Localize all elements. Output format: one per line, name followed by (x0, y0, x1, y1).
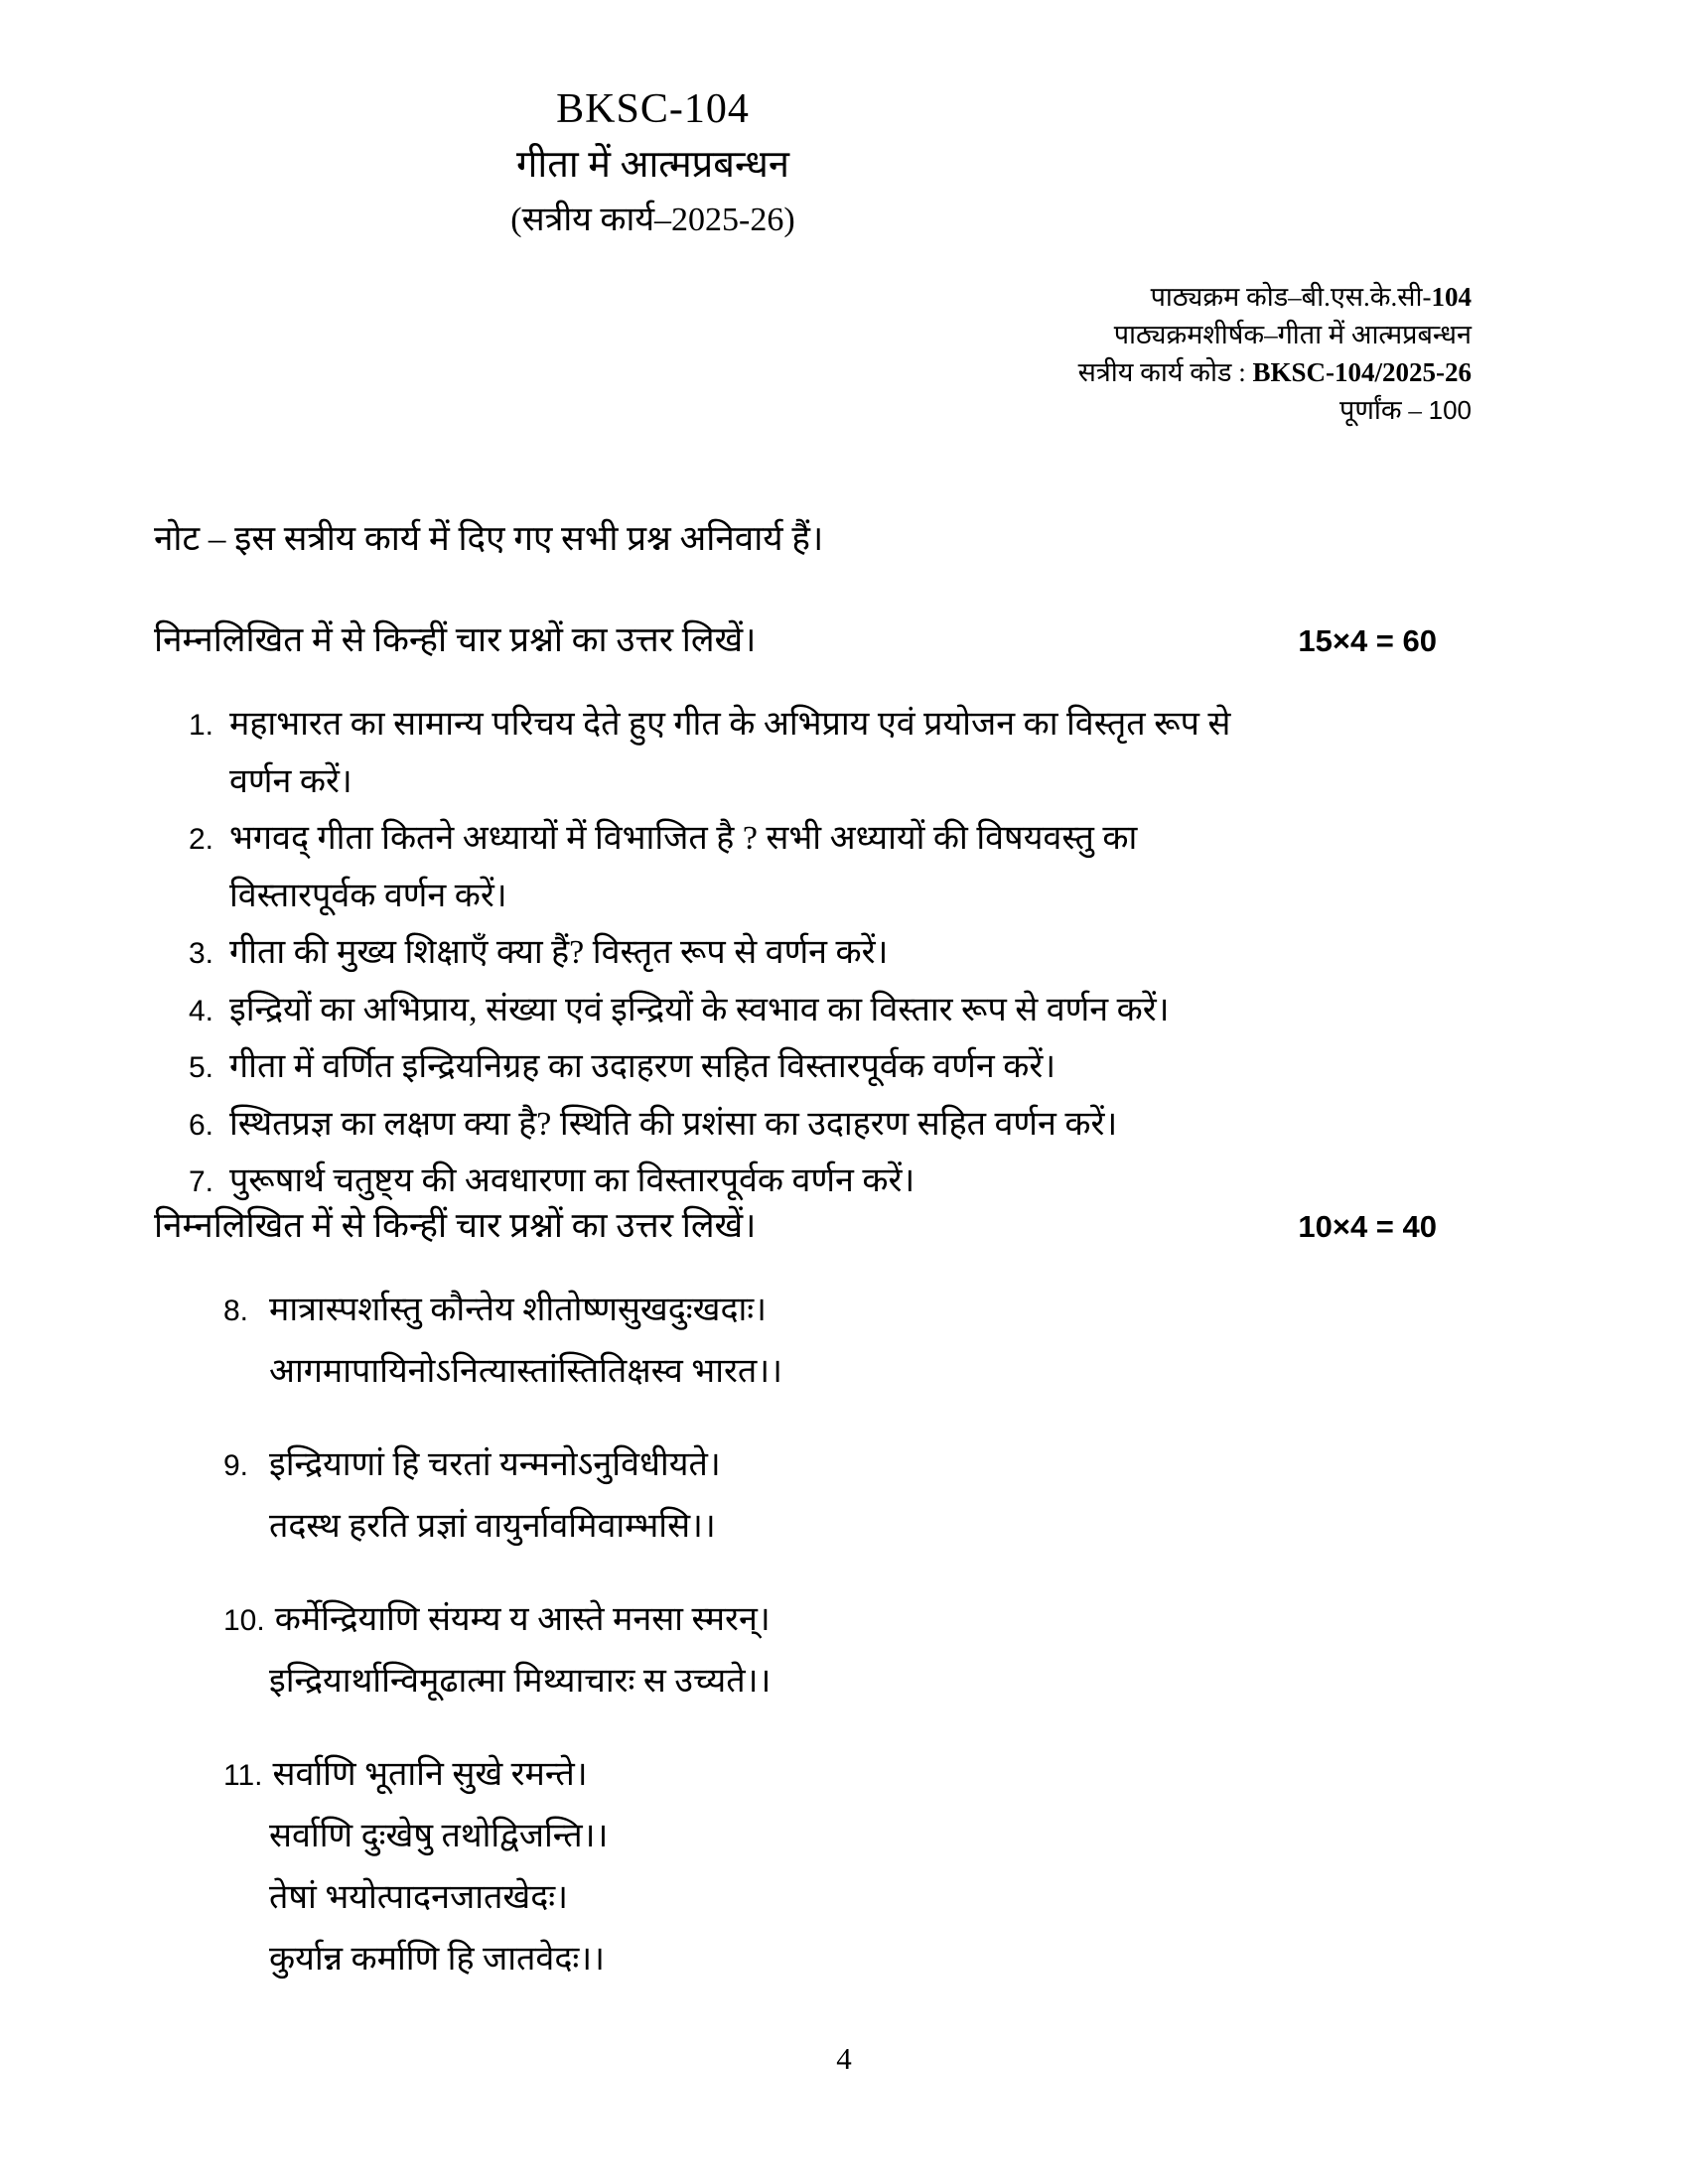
shloka-text: तदस्थ हरति प्रज्ञां वायुर्नावमिवाम्भसि।। (269, 1508, 716, 1545)
course-info-line-max-marks (1078, 391, 1472, 429)
shloka-text: सर्वाणि भूतानि सुखे रमन्ते। (272, 1756, 588, 1793)
shloka-line (269, 1811, 782, 1872)
section-1-instruction: निम्नलिखित में से किन्हीं चार प्रश्नों का उत्तर लिखें। (154, 620, 757, 659)
page-number: 4 (836, 2041, 852, 2076)
session-code-label: सत्रीय कार्य कोड : (1077, 357, 1253, 387)
title-block (0, 85, 1306, 240)
section-1-marks: 15×4 = 60 (1298, 623, 1437, 658)
question-text: विस्तारपूर्वक वर्णन करें। (229, 877, 507, 914)
shloka-line (223, 1749, 782, 1811)
question-number: 7. (188, 1165, 213, 1198)
question-text: गीता में वर्णित इन्द्रियनिग्रह का उदाहरण सहित विस्तारपूर्वक वर्णन करें। (229, 1048, 1056, 1085)
shloka-text: इन्द्रियार्थान्विमूढात्मा मिथ्याचारः स उच्यते।। (269, 1663, 772, 1700)
shloka-line (269, 1872, 782, 1934)
shloka-line (223, 1285, 782, 1346)
course-code-label: पाठ्यक्रम कोड–बी.एस.के.सी- (1150, 282, 1432, 312)
question-text: गीता की मुख्य शिक्षाएँ क्या हैं? विस्तृत रूप से वर्णन करें। (229, 934, 889, 971)
question-row (154, 699, 1484, 756)
shloka-text: कर्मेन्द्रियाणि संयम्य य आस्ते मनसा स्मरन्। (274, 1601, 771, 1638)
shloka-text: इन्द्रियाणां हि चरतां यन्मनोऽनुविधीयते। (269, 1446, 721, 1483)
question-text: भगवद् गीता कितने अध्यायों में विभाजित है ? सभी अध्यायों की विषयवस्तु का (229, 820, 1138, 857)
question-row-continuation (229, 871, 1484, 928)
course-code-value: 104 (1431, 282, 1472, 312)
shloka-line (269, 1346, 782, 1408)
shloka-text: सर्वाणि दुःखेषु तथोद्विजन्ति।। (269, 1818, 609, 1854)
question-list-descriptive (154, 699, 1484, 1213)
question-number: 6. (188, 1108, 213, 1142)
section-1-heading (154, 615, 1437, 662)
note-text: नोट – इस सत्रीय कार्य में दिए गए सभी प्रश्न अनिवार्य हैं। (154, 519, 824, 558)
shloka-question (223, 1285, 782, 1408)
session-code-value: BKSC-104/2025-26 (1252, 357, 1472, 387)
page-title: गीता में आत्मप्रबन्धन (515, 144, 789, 186)
shloka-text: तेषां भयोत्पादनजातखेदः। (269, 1879, 569, 1916)
assignment-subtitle: (सत्रीय कार्य–2025-26) (510, 202, 795, 238)
question-row (154, 927, 1484, 985)
shloka-line (269, 1934, 782, 1995)
question-number: 5. (188, 1051, 213, 1084)
shloka-line (269, 1656, 782, 1717)
question-number: 1. (188, 709, 213, 742)
shloka-line (223, 1594, 782, 1656)
course-info-line-title: पाठ्यक्रमशीर्षक–गीता में आत्मप्रबन्धन (1113, 320, 1472, 349)
section-2-marks: 10×4 = 40 (1298, 1209, 1437, 1244)
shloka-question (223, 1594, 782, 1717)
question-number: 3. (188, 937, 213, 970)
question-text: पुरूषार्थ चतुष्ट्य की अवधारणा का विस्तारपूर्वक वर्णन करें। (229, 1162, 915, 1199)
course-info-line-code (1078, 278, 1472, 316)
max-marks-value: 100 (1428, 395, 1472, 425)
shloka-line (223, 1439, 782, 1501)
shloka-text: मात्रास्पर्शास्तु कौन्तेय शीतोष्णसुखदुःखदाः। (269, 1292, 768, 1328)
question-row (154, 813, 1484, 871)
shloka-question (223, 1439, 782, 1563)
question-number: 9. (223, 1449, 249, 1482)
question-text: स्थितप्रज्ञ का लक्षण क्या है? स्थिति की प्रशंसा का उदाहरण सहित वर्णन करें। (229, 1105, 1118, 1143)
question-number: 8. (223, 1295, 249, 1327)
shloka-question (223, 1749, 782, 1995)
shloka-line (269, 1501, 782, 1563)
question-text: महाभारत का सामान्य परिचय देते हुए गीत के अभिप्राय एवं प्रयोजन का विस्तृत रूप से (229, 706, 1231, 743)
question-text: इन्द्रियों का अभिप्राय, संख्या एवं इन्द्रियों के स्वभाव का विस्तार रूप से वर्णन करें। (229, 991, 1170, 1028)
question-row-continuation (229, 756, 1484, 814)
question-row (154, 985, 1484, 1042)
section-2-heading (154, 1201, 1437, 1248)
question-row (154, 1099, 1484, 1157)
question-number: 4. (188, 994, 213, 1027)
question-row (154, 1041, 1484, 1099)
course-info-line-session-code (1078, 353, 1472, 391)
question-number: 10. (223, 1604, 265, 1637)
question-number: 11. (223, 1759, 263, 1792)
max-marks-label: पूर्णांक – (1339, 395, 1429, 425)
section-2-instruction: निम्नलिखित में से किन्हीं चार प्रश्नों का उत्तर लिखें। (154, 1206, 757, 1245)
shloka-text: आगमापायिनोऽनित्यास्तांस्तितिक्षस्व भारत।। (269, 1353, 783, 1390)
course-code-heading: BKSC-104 (556, 86, 750, 132)
question-number: 2. (188, 823, 213, 856)
course-info-block (1078, 278, 1472, 429)
shloka-text: कुर्यान्न कर्माणि हि जातवेदः।। (269, 1941, 606, 1978)
question-list-shloka (223, 1285, 782, 1995)
question-text: वर्णन करें। (229, 762, 352, 800)
